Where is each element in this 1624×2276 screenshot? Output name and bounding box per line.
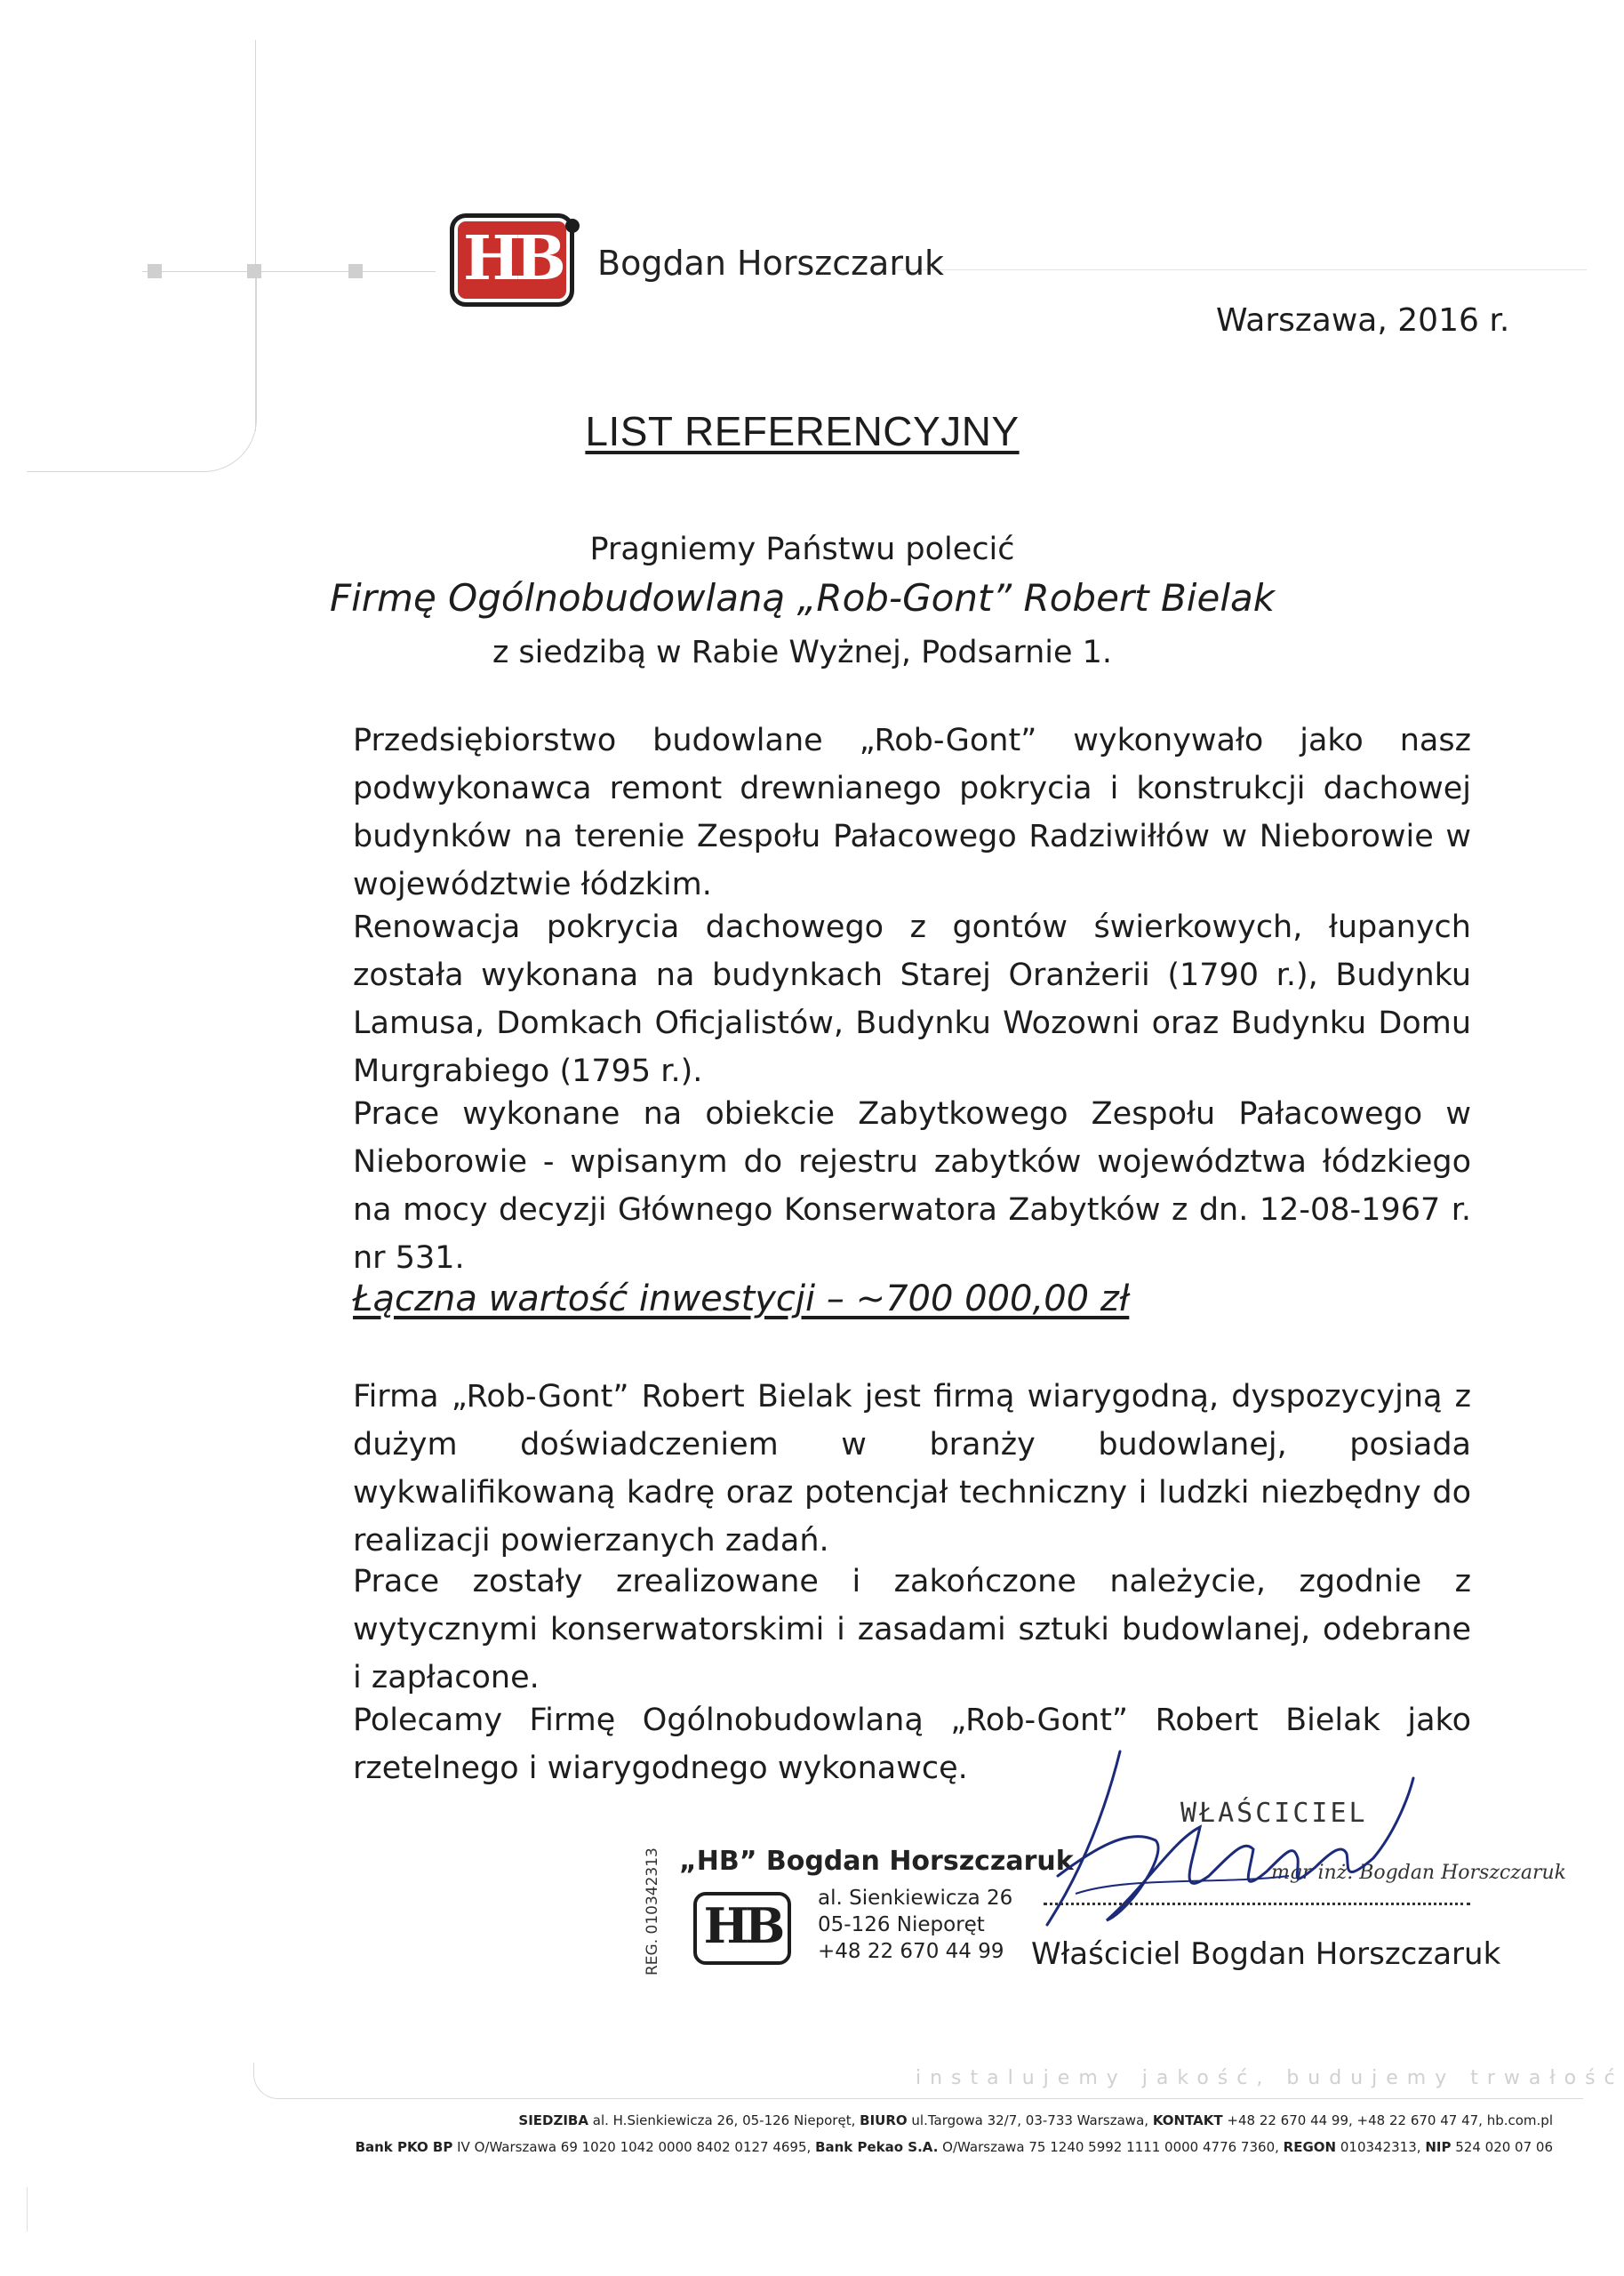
footer-value: ul.Targowa 32/7, 03-733 Warszawa,: [911, 2112, 1149, 2128]
footer-label: Bank PKO BP: [355, 2139, 453, 2155]
city-date: Warszawa, 2016 r.: [1216, 302, 1510, 339]
signature-line: [1044, 1903, 1470, 1905]
footer-tagline: instalujemy jakość, budujemy trwałość: [916, 2067, 1624, 2089]
header-company-name: Bogdan Horszczaruk: [597, 244, 945, 283]
footer-label: SIEDZIBA: [518, 2112, 588, 2128]
footer-contact-line: [518, 2112, 1553, 2128]
stamp-address-block: [818, 1885, 1013, 1965]
footer-value: O/Warszawa 75 1240 5992 1111 0000 4776 7360,: [942, 2139, 1279, 2155]
frame-dot: [348, 264, 363, 278]
stamp-hb-logo: [693, 1892, 791, 1965]
registered-mark-icon: [565, 219, 580, 233]
footer-bank-line: [356, 2139, 1553, 2155]
recommended-company: Firmę Ogólnobudowlaną „Rob-Gont” Robert Bielak: [329, 576, 1276, 620]
document-title: LIST REFERENCYJNY: [585, 408, 1020, 454]
owner-stamp-label: WŁAŚCICIEL: [1180, 1798, 1368, 1829]
recommended-company-address: z siedzibą w Rabie Wyżnej, Podsarnie 1.: [492, 635, 1113, 670]
paragraph-assessment: Firma „Rob-Gont” Robert Bielak jest firmą wiarygodną, dyspozycyjną z dużym doświadczeniem w branży budowlanej, posiada wykwalifikowaną kadrę oraz potencjał techniczny i ludzki niezbędny do realizacji powierzanych zadań.: [353, 1379, 1471, 1559]
recommendation-intro: Pragniemy Państwu polecić: [589, 532, 1015, 567]
footer-label: Bank Pekao S.A.: [815, 2139, 939, 2155]
footer-value: al. H.Sienkiewicza 26, 05-126 Nieporęt,: [592, 2112, 856, 2128]
paragraph-scope: Przedsiębiorstwo budowlane „Rob-Gont” wykonywało jako nasz podwykonawca remont drewnianego pokrycia i konstrukcji dachowej budynków na terenie Zespołu Pałacowego Radziwiłłów w Nieborowie w województwie łódzkim.: [353, 723, 1471, 902]
frame-margin-tick: [27, 2187, 28, 2232]
footer-label: REGON: [1283, 2139, 1337, 2155]
footer-label: BIURO: [860, 2112, 908, 2128]
frame-dot: [247, 264, 261, 278]
paragraph-completion: Prace zostały zrealizowane i zakończone należycie, zgodnie z wytycznymi konserwatorskimi i zasadami sztuki budowlanej, odebrane i zapłacone.: [353, 1564, 1471, 1695]
owner-stamp-name: mgr inż. Bogdan Horszczaruk: [1271, 1862, 1566, 1884]
footer-value: IV O/Warszawa 69 1020 1042 0000 8402 0127 4695,: [457, 2139, 812, 2155]
footer-label: NIP: [1425, 2139, 1452, 2155]
frame-header-line-left: [142, 271, 436, 272]
investment-value: Łączna wartość inwestycji – ~700 000,00 zł: [353, 1278, 1130, 1319]
footer-value: 524 020 07 06: [1455, 2139, 1553, 2155]
frame-dot: [148, 264, 162, 278]
stamp-reg-number: REG. 010342313: [644, 1847, 661, 1975]
handwritten-signature: [1022, 1743, 1422, 1947]
paragraph-heritage: Prace wykonane na obiekcie Zabytkowego Zespołu Pałacowego w Nieborowie - wpisanym do rejestru zabytków województwa łódzkiego na mocy decyzji Głównego Konserwatora Zabytków z dn. 12-08-1967 r. nr 531.: [353, 1096, 1471, 1276]
paragraph-recommendation: Polecamy Firmę Ogólnobudowlaną „Rob-Gont” Robert Bielak jako rzetelnego i wiarygodnego wykonawcę.: [353, 1703, 1471, 1786]
hb-logo: [450, 213, 574, 307]
footer-value: +48 22 670 44 99, +48 22 670 47 47, hb.com.pl: [1227, 2112, 1553, 2128]
footer-label: KONTAKT: [1152, 2112, 1223, 2128]
signature-caption: Właściciel Bogdan Horszczaruk: [1031, 1936, 1501, 1972]
paragraph-renovation: Renowacja pokrycia dachowego z gontów świerkowych, łupanych została wykonana na budynkach Starej Oranżerii (1790 r.), Budynku Lamusa, Domkach Oficjalistów, Budynku Wozowni oraz Budynku Domu Murgrabiego (1795 r.).: [353, 910, 1471, 1089]
stamp-phone-line: +48 22 670 44 99: [818, 1940, 1004, 1963]
stamp-address-line: 05-126 Nieporęt: [818, 1913, 985, 1936]
hb-logo-text: HB: [463, 223, 561, 294]
stamp-company-name: „HB” Bogdan Horszczaruk: [679, 1846, 1074, 1877]
footer-value: 010342313,: [1340, 2139, 1421, 2155]
stamp-address-line: al. Sienkiewicza 26: [818, 1887, 1013, 1910]
frame-header-line-right: [898, 269, 1587, 270]
stamp-hb-logo-text: HB: [703, 1897, 781, 1954]
